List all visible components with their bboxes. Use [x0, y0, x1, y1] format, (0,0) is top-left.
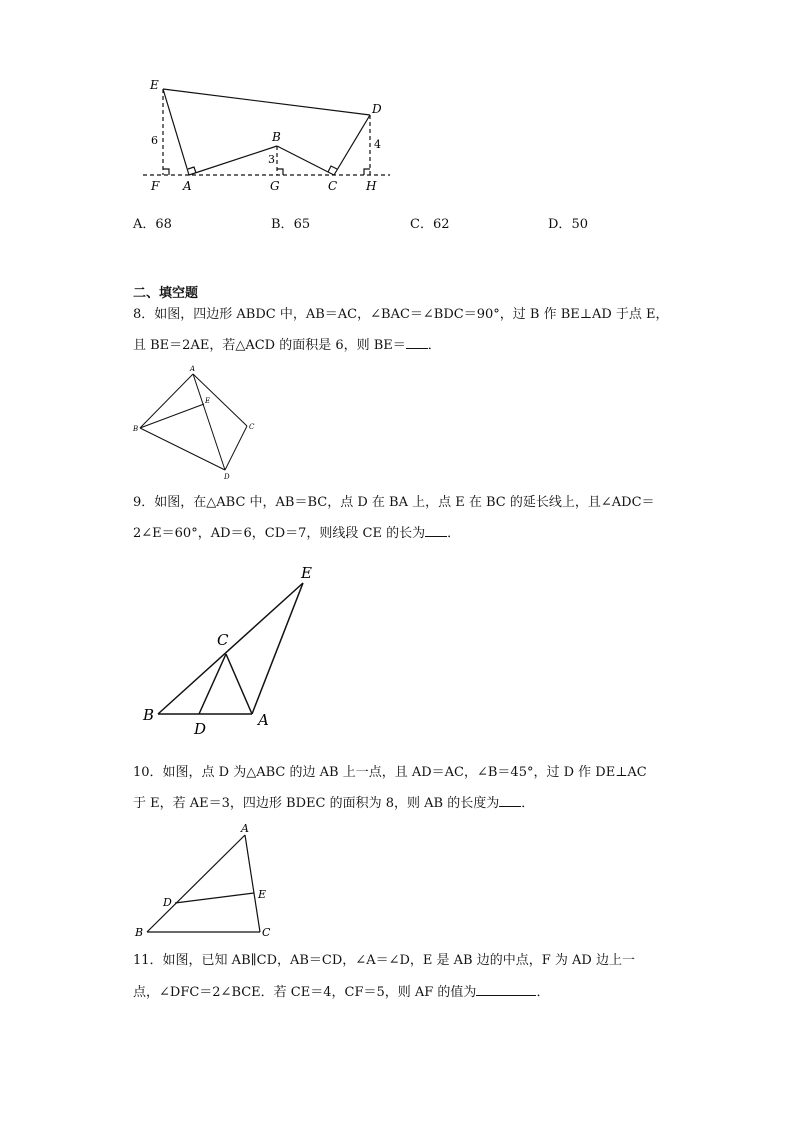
- label-E: E: [258, 888, 267, 901]
- option-b-value: 65: [293, 217, 311, 232]
- option-b-letter: B．: [271, 217, 294, 232]
- option-a-value: 68: [155, 217, 172, 232]
- option-a-letter: A．: [133, 217, 156, 232]
- length-dh: 4: [374, 138, 381, 151]
- label-A: A: [241, 822, 249, 835]
- q10-end: ．: [521, 796, 535, 811]
- label-A: A: [258, 711, 269, 729]
- q9-end: ．: [447, 526, 461, 541]
- label-A: A: [183, 179, 192, 193]
- label-B: B: [143, 706, 155, 724]
- label-B: B: [272, 130, 281, 144]
- label-C: C: [262, 926, 271, 939]
- label-F: F: [151, 179, 160, 193]
- q11-end: ．: [536, 985, 550, 1000]
- label-E: E: [205, 397, 211, 405]
- label-D: D: [224, 473, 230, 481]
- q11-line2: [133, 983, 549, 1002]
- q11-line2-text: 点，∠DFC＝2∠BCE．若 CE＝4，CF＝5，则 AF 的值为: [133, 985, 477, 1000]
- label-D: D: [163, 896, 172, 909]
- label-C: C: [328, 179, 338, 193]
- label-C: C: [217, 631, 229, 649]
- label-A: A: [190, 365, 196, 373]
- q10-line2-text: 于 E，若 AE＝3，四边形 BDEC 的面积为 8，则 AB 的长度为: [133, 796, 500, 811]
- label-H: H: [366, 179, 377, 193]
- q9-line2-text: 2∠E＝60°，AD＝6，CD＝7，则线段 CE 的长为: [133, 526, 426, 541]
- q8-line1: 8．如图，四边形 ABDC 中，AB＝AC，∠BAC＝∠BDC＝90°，过 B 作 BE⊥AD 于点 E，: [133, 307, 669, 322]
- q10-line1: 10．如图，点 D 为△ABC 的边 AB 上一点，且 AD＝AC，∠B＝45°，过 D 作 DE⊥AC: [133, 765, 647, 780]
- option-c-value: 62: [432, 217, 450, 232]
- q11-answer-blank[interactable]: [476, 983, 536, 996]
- length-bg: 3: [268, 153, 275, 166]
- section-title: 二、填空题: [133, 286, 199, 301]
- q8-line2-text: 且 BE＝2AE，若△ACD 的面积是 6，则 BE＝: [133, 338, 406, 353]
- option-d-letter: D．: [548, 217, 572, 232]
- label-E: E: [150, 78, 159, 92]
- option-c-letter: C．: [410, 217, 433, 232]
- label-D: D: [372, 102, 382, 116]
- label-B: B: [133, 425, 139, 433]
- label-B: B: [135, 926, 144, 939]
- label-E: E: [301, 564, 312, 582]
- label-C: C: [249, 423, 255, 431]
- q8-end: ．: [427, 338, 441, 353]
- option-d-value: 50: [571, 217, 588, 232]
- q11-line1: 11．如图，已知 AB∥CD，AB＝CD，∠A＝∠D，E 是 AB 边的中点，F 为 AD 边上一: [133, 953, 635, 968]
- length-ef: 6: [151, 134, 158, 147]
- label-D: D: [194, 720, 207, 738]
- q9-line1: 9．如图，在△ABC 中，AB＝BC，点 D 在 BA 上，点 E 在 BC 的延长线上，且∠ADC＝: [133, 495, 655, 510]
- label-G: G: [270, 179, 280, 193]
